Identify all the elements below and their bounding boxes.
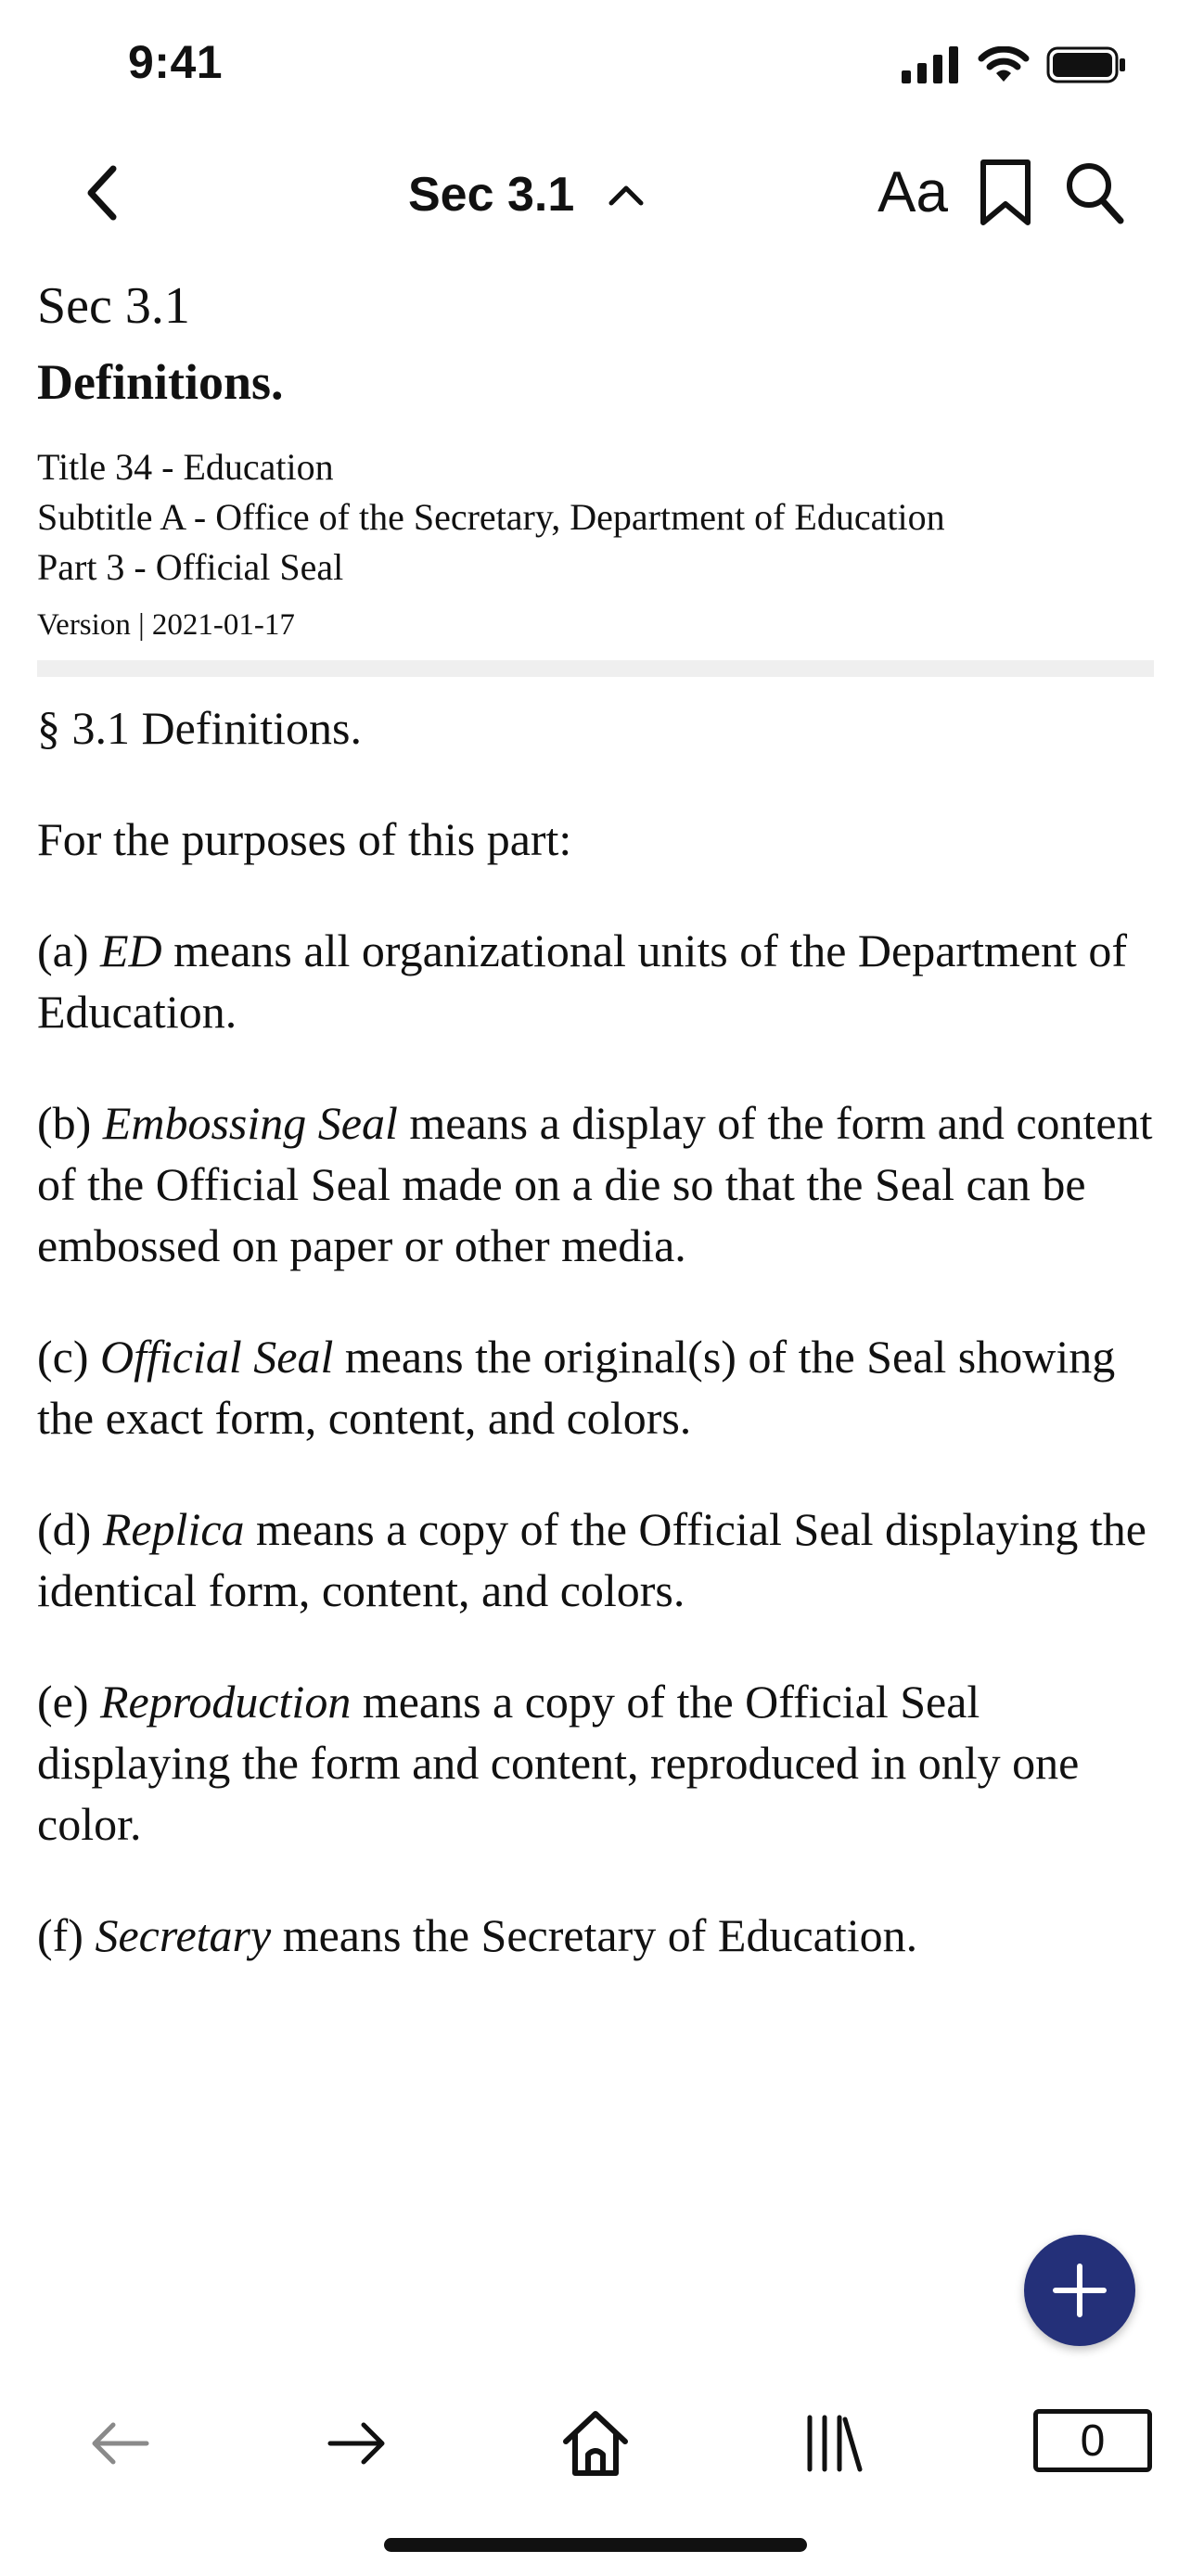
body-intro: For the purposes of this part:	[37, 813, 572, 865]
section-picker[interactable]	[408, 158, 645, 232]
home-icon	[562, 2408, 629, 2479]
chevron-up-icon	[608, 183, 645, 207]
nav-actions	[877, 156, 1126, 230]
section-heading: Definitions.	[37, 354, 284, 410]
back-button[interactable]	[74, 156, 130, 230]
definition-item: (f) Secretary means the Secretary of Education.	[37, 1909, 918, 1961]
arrow-left-icon	[89, 2420, 150, 2467]
definition-term: Official Seal	[100, 1331, 334, 1383]
breadcrumb-subtitle: Subtitle A - Office of the Secretary, Department of Education	[37, 496, 945, 538]
add-note-button[interactable]	[1024, 2235, 1135, 2346]
definition-item: (b) Embossing Seal means a display of the form and content of the Official Seal made on a die so that the Seal can be embossed on paper or other media.	[37, 1097, 1153, 1271]
wifi-icon	[978, 46, 1030, 83]
home-indicator	[384, 2538, 807, 2552]
battery-icon	[1046, 46, 1126, 83]
chevron-left-icon	[83, 163, 121, 223]
definition-item: (a) ED means all organizational units of the Department of Education.	[37, 925, 1128, 1038]
nav-title: Sec 3.1	[408, 168, 575, 222]
font-size-button[interactable]: Aa	[877, 160, 948, 224]
definition-term: Embossing Seal	[102, 1097, 398, 1149]
document-body	[37, 697, 1159, 2016]
cellular-signal-icon	[902, 46, 961, 83]
arrow-right-icon	[327, 2420, 388, 2467]
definition-item: (d) Replica means a copy of the Official Seal displaying the identical form, content, and colors.	[37, 1503, 1146, 1616]
definition-item: (c) Official Seal means the original(s) of the Seal showing the exact form, content, and colors.	[37, 1331, 1116, 1444]
status-icons	[902, 46, 1126, 83]
header-divider	[37, 660, 1154, 677]
library-icon	[800, 2412, 865, 2475]
body-heading: § 3.1 Definitions.	[37, 702, 362, 754]
section-number: Sec 3.1	[37, 277, 190, 335]
bookmark-icon[interactable]	[976, 158, 1035, 228]
definition-term: Reproduction	[100, 1676, 352, 1728]
definition-term: Replica	[102, 1503, 245, 1555]
plus-icon	[1052, 2263, 1108, 2318]
document-header	[37, 274, 1150, 648]
status-time: 9:41	[128, 36, 224, 88]
version-label: Version | 2021-01-17	[37, 608, 295, 642]
history-forward-button[interactable]	[325, 2406, 390, 2480]
search-icon[interactable]	[1063, 159, 1126, 226]
history-back-button[interactable]	[87, 2406, 152, 2480]
definition-item: (e) Reproduction means a copy of the Official Seal displaying the form and content, reproduced in only one color.	[37, 1676, 1080, 1850]
breadcrumb-title: Title 34 - Education	[37, 446, 334, 488]
library-button[interactable]	[798, 2406, 868, 2480]
home-button[interactable]	[560, 2406, 631, 2480]
breadcrumb-part: Part 3 - Official Seal	[37, 546, 344, 588]
definition-term: Secretary	[95, 1909, 272, 1961]
tab-count-button[interactable]: 0	[1033, 2409, 1152, 2472]
definition-term: ED	[100, 925, 162, 976]
